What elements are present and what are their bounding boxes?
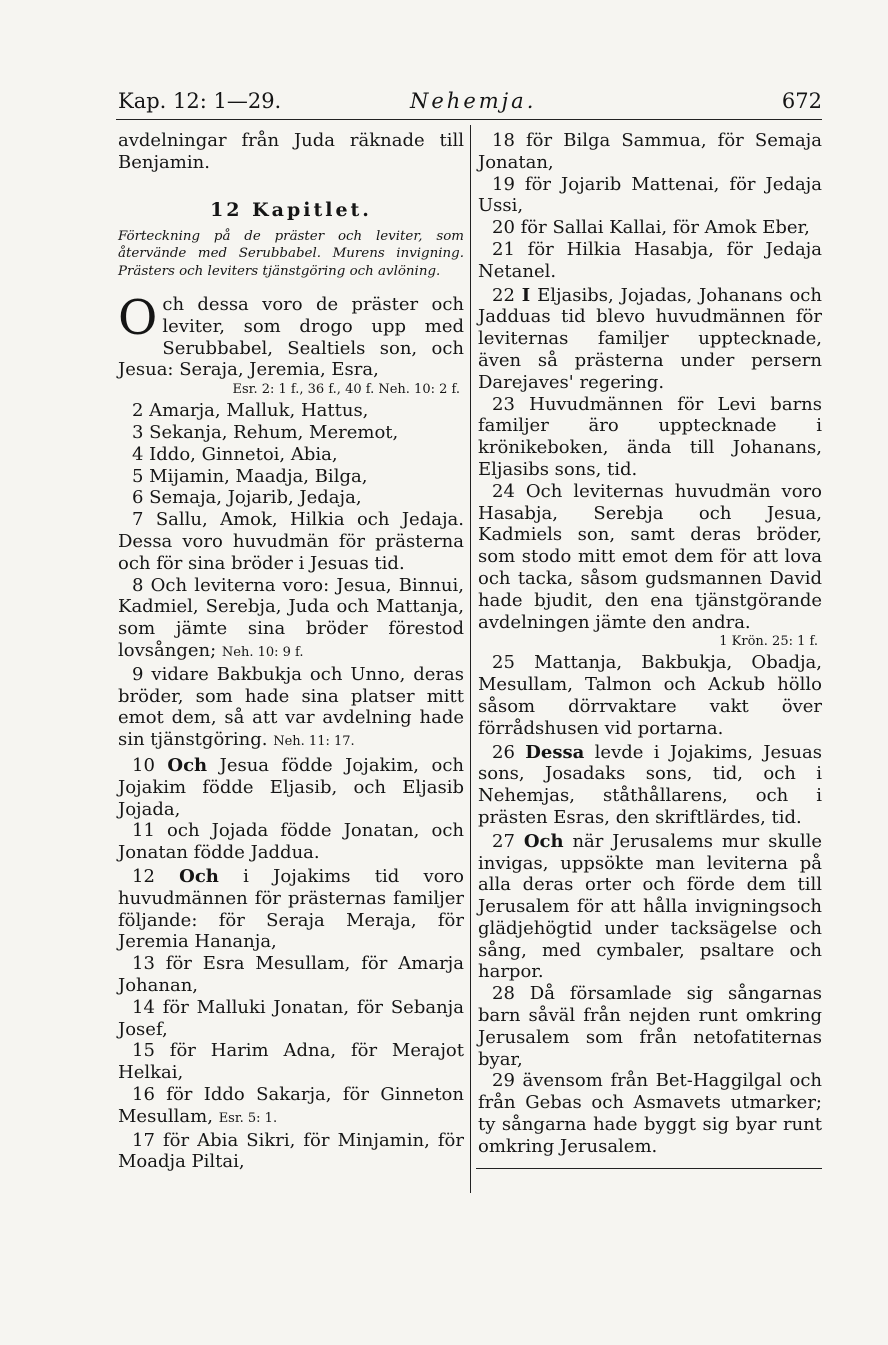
verse-number: 22 [492,284,515,306]
paragraph-opening: Och [167,755,208,777]
right-column [478,130,822,1158]
column-divider [470,125,471,1193]
verse-2: 2 Amarja, Malluk, Hattus, [132,400,369,422]
paragraph-opening: Och [179,866,219,888]
column-end-rule [476,1168,822,1169]
verse-number: 10 [132,755,155,777]
verse-number: 27 [492,830,515,852]
drop-cap: O [118,290,158,347]
page-number: 672 [781,89,822,113]
cross-reference: 1 Krön. 25: 1 f. [719,634,818,650]
verse-11: 11 och Jojada födde Jonatan, och Jonatan födde Jaddua. [118,820,464,864]
cross-reference: Neh. 10: 9 f. [221,645,304,661]
verse-9 [118,664,464,753]
verse-27-text: när Jerusalems mur skulle invigas, uppsökte man leviterna på alla deras orter och förde dem till Jerusalem för att hålla invigningsoch glädjehögtid under tacksägelse och sång, med cymbaler, psaltare och harpor. [478,830,822,983]
verse-1 [118,290,464,381]
paragraph-opening: I [521,284,531,306]
verse-number: 26 [492,741,515,763]
verse-28: 28 Då församlade sig sångarnas barn såväl från nejden runt omkring Jerusalem som från netofatiternas byar, [478,983,822,1070]
verse-22-text: Eljasibs, Jojadas, Johanans och Jadduas tid blevo huvudmännen för leviternas familjer upptecknade, även så prästerna under persern Darejaves' regering. [478,284,822,393]
chapter-summary: Förteckning på de präster och leviter, som återvände med Serubbabel. Murens invigning. Prästers och leviters tjänstgöring och avlöning. [118,228,464,279]
verse-16 [118,1084,464,1130]
verse-7: 7 Sallu, Amok, Hilkia och Jedaja. Dessa voro huvudmän för prästerna och för sina bröder i Jesuas tid. [118,509,464,574]
verse-10-text: Jesua födde Jojakim, och Jojakim födde Eljasib, och Eljasib Jojada, [118,755,464,820]
verse-number: 12 [132,866,155,888]
running-header-chapter: Kap. 12: 1—29. [118,89,282,113]
header-rule [116,119,822,120]
cross-reference: Esr. 2: 1 f., 36 f., 40 f. Neh. 10: 2 f. [232,382,460,398]
verse-22 [478,285,822,394]
verse-17: 17 för Abia Sikri, för Minjamin, för Moadja Piltai, [118,1129,464,1173]
verse-5: 5 Mijamin, Maadja, Bilga, [132,465,368,487]
verse-16-text: 16 för Iddo Sakarja, för Ginneton Mesullam, [118,1083,464,1127]
verse-continuation: avdelningar från Juda räknade till Benjamin. [118,130,464,173]
verse-20: 20 för Sallai Kallai, för Amok Eber, [492,217,810,239]
cross-reference: Esr. 5: 1. [218,1110,278,1126]
left-column [118,130,464,1173]
verse-4: 4 Iddo, Ginnetoi, Abia, [132,443,338,465]
paragraph-opening: Dessa [525,741,585,763]
verse-19: 19 för Jojarib Mattenai, för Jedaja Ussi, [478,173,822,217]
paragraph-opening: Och [523,830,564,852]
verse-26-text: levde i Jojakims, Jesuas sons, Josadaks sons, tid, och i Nehemjas, ståthållarens, och i prästen Esras, den skriftlärdes, tid. [478,741,822,828]
verse-23: 23 Huvudmännen för Levi barns familjer äro upptecknade i krönikeboken, ända till Johanans, Eljasibs sons, tid. [478,393,822,480]
running-header-book: Nehemja. [410,89,537,113]
verse-3: 3 Sekanja, Rehum, Meremot, [132,422,399,444]
verse-6: 6 Semaja, Jojarib, Jedaja, [132,487,362,509]
verse-12-text: i Jojakims tid voro huvudmännen för prästernas familjer följande: för Seraja Meraja, för Jeremia Hananja, [118,866,464,953]
verse-18: 18 för Bilga Sammua, för Semaja Jonatan, [478,130,822,173]
verse-1-text: ch dessa voro de präster och leviter, som drogo upp med Serubbabel, Sealtiels son, och Jesua: Seraja, Jeremia, Esra, [118,294,464,381]
verse-15: 15 för Harim Adna, för Merajot Helkai, [118,1040,464,1084]
verse-14: 14 för Malluki Jonatan, för Sebanja Josef, [118,996,464,1040]
chapter-title: 12 Kapitlet. [210,198,372,221]
verse-13: 13 för Esra Mesullam, för Amarja Johanan, [118,953,464,996]
verse-8-text: 8 Och leviterna voro: Jesua, Binnui, Kadmiel, Serebja, Juda och Mattanja, som jämte sina bröder förestod lovsången; [118,574,464,662]
verse-25: 25 Mattanja, Bakbukja, Obadja, Mesullam, Talmon och Ackub höllo såsom dörrvaktare vakt över förrådshusen vid portarna. [478,652,822,739]
verse-9-text: 9 vidare Bakbukja och Unno, deras bröder, som hade sina platser mitt emot dem, så att var avdelning hade sin tjänstgöring. [118,663,464,751]
verse-29: 29 ävensom från Bet-Haggilgal och från Gebas och Asmavets utmarker; ty sångarna hade byggt sig byar runt omkring Jerusalem. [478,1070,822,1157]
cross-reference: Neh. 11: 17. [273,734,355,750]
verse-8 [118,575,464,664]
verse-27 [478,831,822,984]
verse-12 [118,866,464,953]
verse-24: 24 Och leviternas huvudmän voro Hasabja, Serebja och Jesua, Kadmiels son, samt deras bröder, som stodo mitt emot dem för att lova och tacka, såsom gudsmannen David hade bjudit, den ena tjänstgörande avdelningen jämte den andra. [478,480,822,633]
verse-10 [118,755,464,820]
verse-26 [478,742,822,829]
verse-21: 21 för Hilkia Hasabja, för Jedaja Netanel. [478,238,822,282]
